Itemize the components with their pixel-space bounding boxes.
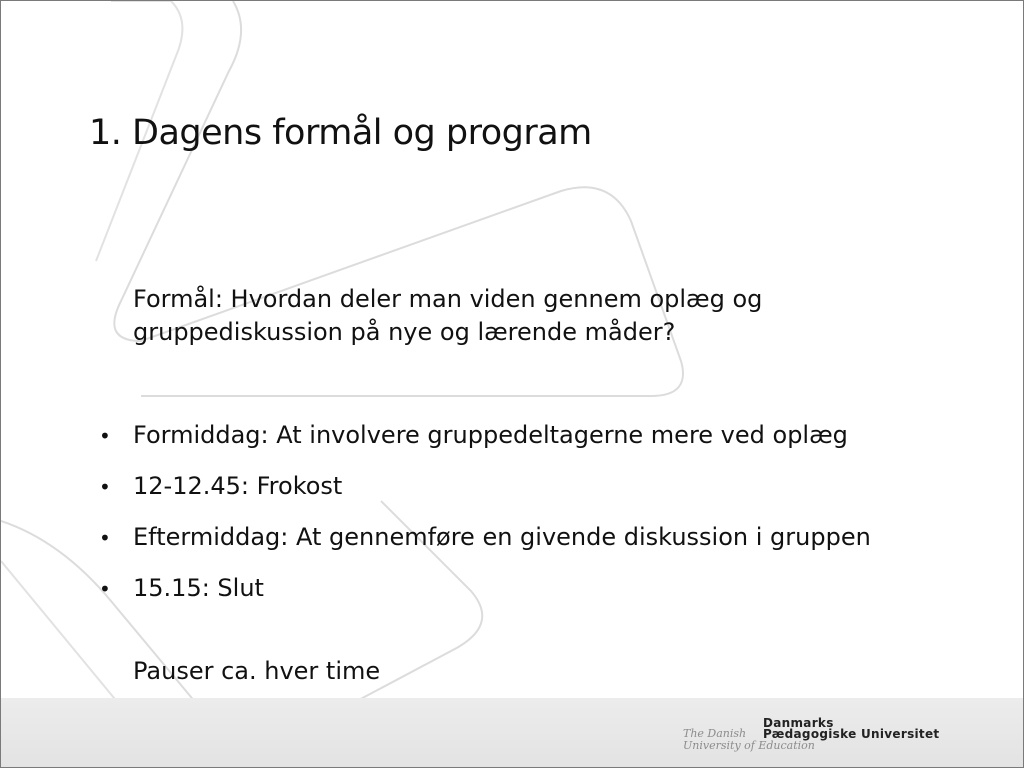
logo-danish-line-1: Danmarks <box>763 716 834 730</box>
program-item-text: 12-12.45: Frokost <box>133 472 343 500</box>
program-item <box>99 572 871 623</box>
program-item-text: Formiddag: At involvere gruppedeltagerne mere ved oplæg <box>133 421 848 449</box>
slide-title: 1. Dagens formål og program <box>89 113 592 153</box>
break-note: Pauser ca. hver time <box>133 657 381 685</box>
bullet-icon: • <box>99 475 111 499</box>
bullet-icon: • <box>99 577 111 601</box>
logo-danish-line-2: Pædagogiske Universitet <box>763 727 940 741</box>
program-item <box>99 470 871 521</box>
bullet-icon: • <box>99 424 111 448</box>
program-item <box>99 419 871 470</box>
purpose-line-2: gruppediskussion på nye og lærende måder? <box>133 318 676 346</box>
logo-english-line-1: The Danish <box>683 727 747 740</box>
program-item-text: 15.15: Slut <box>133 574 264 602</box>
program-item-text: Eftermiddag: At gennemføre en givende diskussion i gruppen <box>133 523 871 551</box>
university-logo <box>681 715 981 755</box>
program-list <box>99 419 871 623</box>
logo-english-line-2: University of Education <box>683 739 815 752</box>
purpose-text <box>133 283 762 349</box>
program-item <box>99 521 871 572</box>
bullet-icon: • <box>99 526 111 550</box>
purpose-line-1: Formål: Hvordan deler man viden gennem oplæg og <box>133 285 763 313</box>
